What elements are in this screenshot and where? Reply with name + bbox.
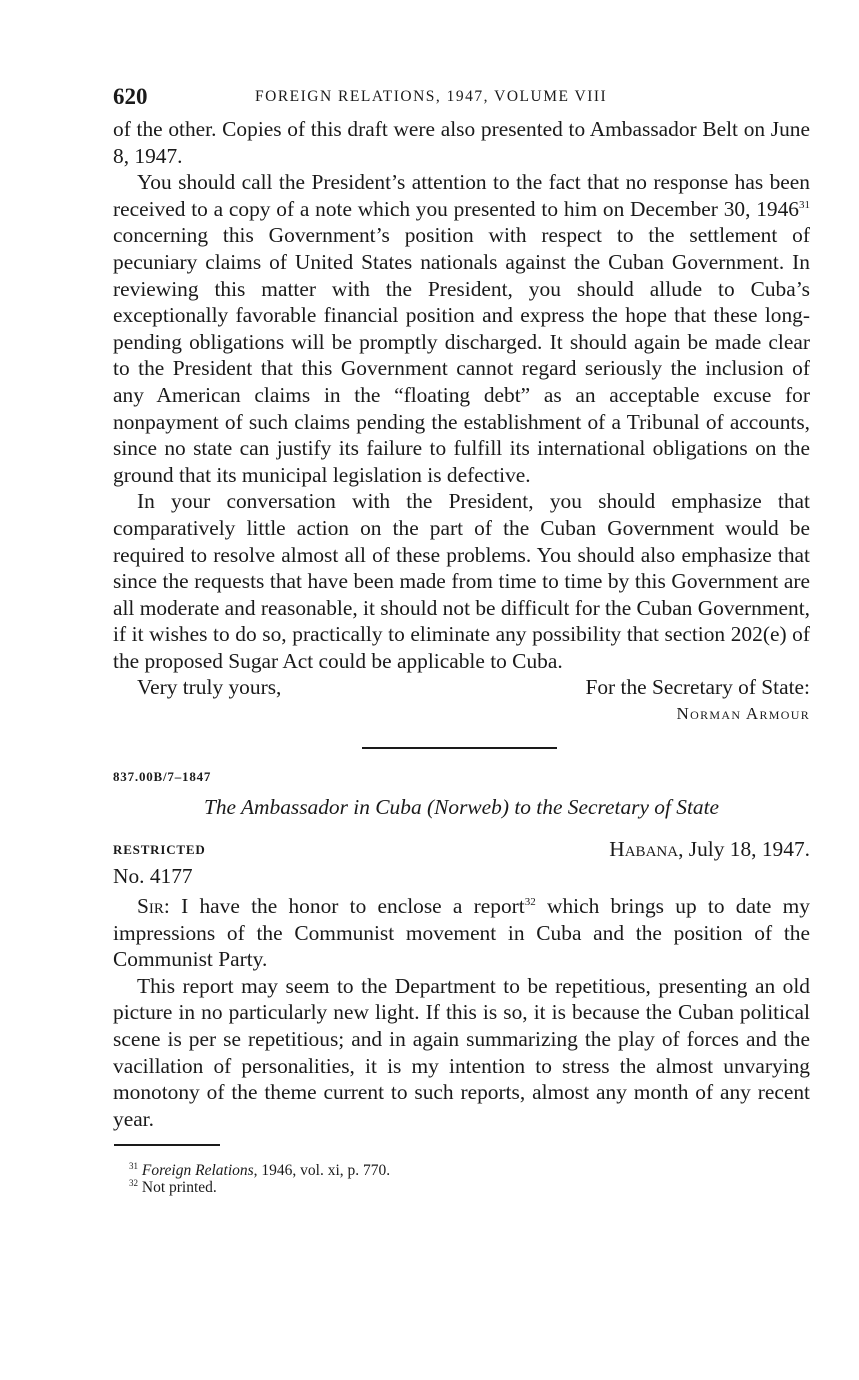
paragraph-text: concerning this Government’s position with respect to the settlement of pecuniary claims of United States nationals against the Cuban Government. In reviewing this matter with the President, you should allude to Cuba’s exceptionally favorable financial position and express the hope that these long-pending obligations will be promptly discharged. It should again be made clear to the President that this Government cannot regard seriously the inclusion of any American claims in the “floating debt” as an acceptable excuse for nonpayment of such claims pending the establishment of a Tribunal of accounts, since no state can justify its failure to fulfill its international obligations on the ground that its municipal legislation is defective. — [113, 223, 810, 487]
document-page — [113, 84, 810, 1196]
date-text: , July 18, 1947. — [678, 837, 810, 862]
signer-name: Norman Armour — [676, 704, 810, 724]
place-name: Habana — [609, 837, 679, 862]
page-number: 620 — [113, 84, 148, 109]
document-title: The Ambassador in Cuba (Norweb) to the Secretary of State — [203, 795, 720, 820]
footnote-ref-31[interactable]: 31 — [799, 198, 810, 211]
letter-paragraph-2: This report may seem to the Department to be repetitious, presenting an old picture in no particularly new light. If this is so, it is because the Cuban political scene is per se repetitious; and in again summarizing the play of forces and the vacillation of personalities, it is my intention to stress the almost unvarying monotony of the theme current to such reports, almost any month of any recent year. — [113, 973, 810, 1131]
running-head: FOREIGN RELATIONS, 1947, VOLUME VIII — [255, 88, 608, 105]
footnote-divider — [114, 1144, 220, 1146]
footnote-mark: 31 — [129, 1161, 138, 1172]
classification-label: RESTRICTED — [113, 842, 206, 858]
page-header — [113, 84, 810, 112]
closing-for: For the Secretary of State: — [585, 675, 810, 700]
paragraph-text: which brings up to date my impressions of the Communist movement in Cuba and the position of the Communist Party. — [113, 894, 810, 972]
file-reference: 837.00B/7–1847 — [113, 769, 212, 785]
salutation: Sir — [137, 894, 164, 919]
footnote-ref-32[interactable]: 32 — [524, 896, 536, 909]
letter-paragraph-1 — [113, 893, 810, 973]
place-date — [609, 837, 810, 862]
footnote-title: Foreign Relations — [141, 1162, 254, 1180]
footnote-text: Not printed. — [138, 1179, 217, 1197]
footnote-31 — [113, 1162, 810, 1179]
paragraph-text: You should call the President’s attention to the fact that no response has been received to a copy of a note which you presented to him on December 30, 1946 — [113, 170, 810, 221]
body-paragraph-3: In your conversation with the President, you should emphasize that comparatively little action on the part of the Cuban Government would be required to resolve almost all of these problems. You should also emphasize that since the requests that have been made from time to time by this Government are all moderate and reasonable, it should not be difficult for the Cuban Government, if it wishes to do so, practically to eliminate any possibility that section 202(e) of the proposed Sugar Act could be applicable to Cuba. — [113, 489, 810, 673]
footnote-mark: 32 — [129, 1178, 138, 1189]
closing-salutation: Very truly yours, — [137, 675, 282, 700]
closing-line — [113, 674, 810, 701]
section-divider — [362, 747, 557, 749]
body-paragraph-2 — [113, 169, 810, 488]
document-number: No. 4177 — [113, 864, 193, 889]
body-paragraph-1: of the other. Copies of this draft were also presented to Ambassador Belt on June 8, 1947. — [113, 117, 810, 168]
classification-line — [113, 837, 810, 863]
footnote-text: , 1946, vol. xi, p. 770. — [253, 1162, 391, 1180]
footnote-32 — [113, 1179, 810, 1196]
paragraph-text: : I have the honor to enclose a report — [163, 894, 525, 919]
